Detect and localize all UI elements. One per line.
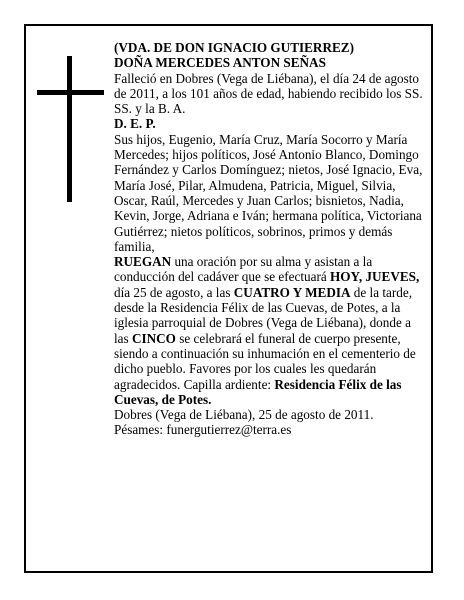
cross-icon-horizontal (37, 90, 104, 95)
request-text-4: se celebrará el funeral de cuerpo presente, siendo a continuación su inhumación en el cementerio de dicho pueblo. Favores por los cuales les quedarán agradecidos. Capilla ardiente: (114, 330, 416, 392)
condolences-email: Pésames: funergutierrez@terra.es (114, 422, 292, 438)
family-list: Sus hijos, Eugenio, María Cruz, María Socorro y María Mercedes; hijos políticos, José Antonio Blanco, Domingo Fernández y Carlos Domínguez; nietos, José Ignacio, Eva, María José, Pilar, Almudena, Patricia, Miguel, Silvia, Oscar, Raúl, Mercedes y Juan Carlos; bisnietos, Nadia, Kevin, Jorge, Adriana e Iván; hermana política, Victoriana Gutiérrez; nietos políticos, sobrinos, primos y demás familia, (114, 131, 423, 254)
funeral-request (114, 254, 426, 407)
place-date: Dobres (Vega de Liébana), 25 de agosto de 2011. (114, 407, 374, 423)
request-text-3: de la tarde, desde la Residencia Félix de las Cuevas, de Potes, a la iglesia parroquial de Dobres (Vega de Liébana), donde a las (114, 284, 413, 346)
request-text-1: una oración por su alma y asistan a la conducción del cadáver que se efectuará (114, 254, 373, 285)
ruegan-word: RUEGAN (114, 254, 172, 270)
funeral-time: CUATRO Y MEDIA (233, 284, 351, 300)
rip-line: D. E. P. (114, 116, 156, 132)
cross-icon-vertical (67, 56, 72, 202)
widow-header: (VDA. DE DON IGNACIO GUTIERREZ) (114, 40, 354, 55)
chapel-location: Residencia Félix de las Cuevas, de Potes. (114, 376, 402, 407)
mass-time: CINCO (131, 330, 176, 346)
obituary-text (114, 40, 426, 438)
funeral-day: HOY, JUEVES, (330, 269, 420, 285)
obituary-frame (24, 24, 433, 573)
deceased-name: DOÑA MERCEDES ANTON SEÑAS (114, 55, 326, 71)
death-notice: Falleció en Dobres (Vega de Liébana), el día 24 de agosto de 2011, a los 101 años de edad, habiendo recibido los SS. SS. y la B. A. (114, 70, 423, 117)
request-text-2: día 25 de agosto, a las (114, 284, 234, 300)
